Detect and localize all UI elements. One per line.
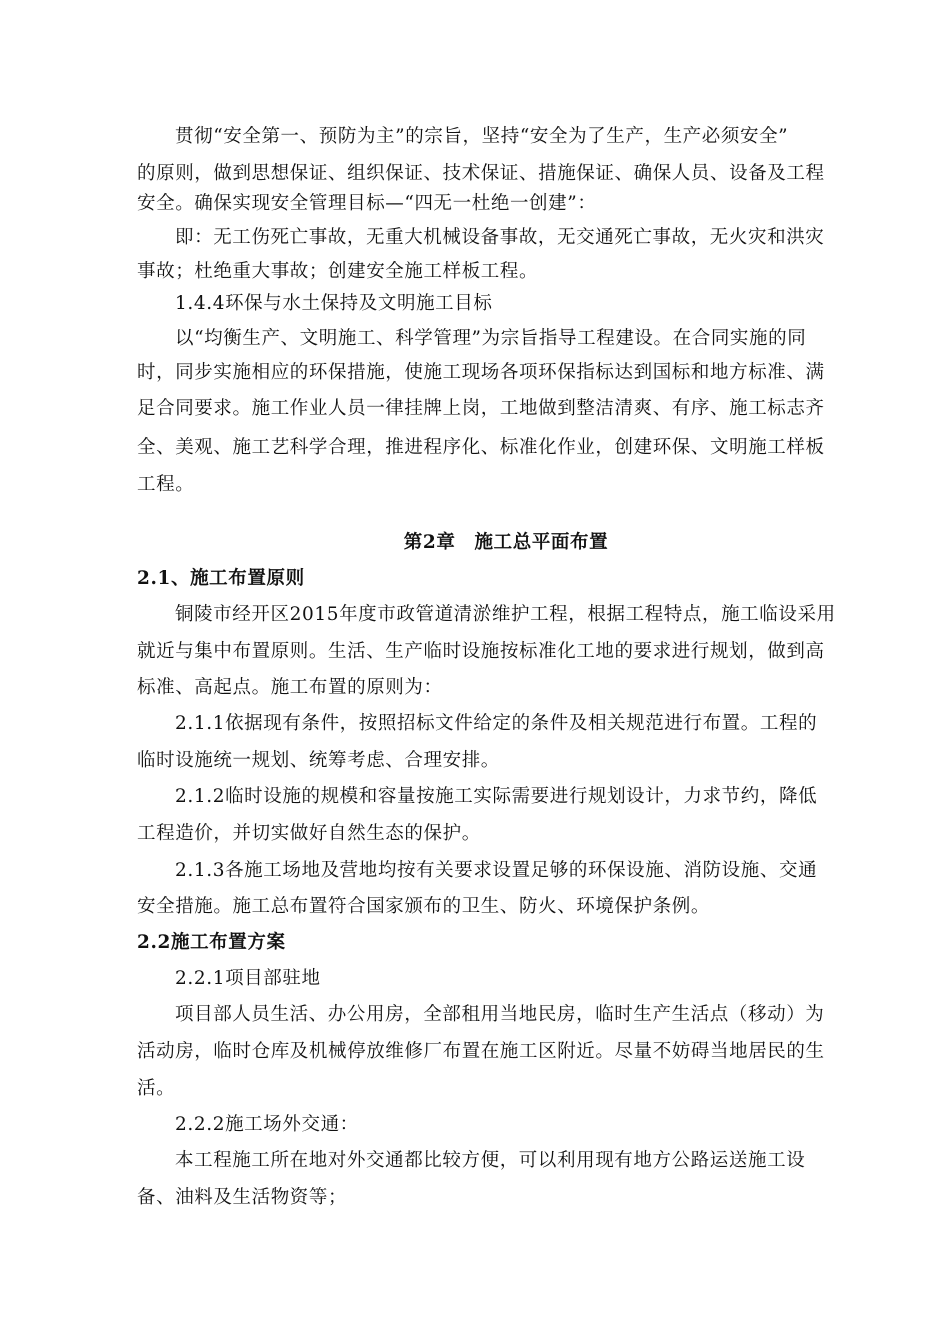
- text-line: 足合同要求。施工作业人员一律挂牌上岗，工地做到整洁清爽、有序、施工标志齐: [137, 398, 825, 419]
- text-line: 全、美观、施工艺科学合理，推进程序化、标准化作业，创建环保、文明施工样板: [137, 437, 825, 458]
- text-line: 就近与集中布置原则。生活、生产临时设施按标准化工地的要求进行规划，做到高: [137, 641, 825, 662]
- text-line: 活动房，临时仓库及机械停放维修厂布置在施工区附近。尽量不妨碍当地居民的生: [137, 1041, 825, 1062]
- text-line: 工程造价，并切实做好自然生态的保护。: [137, 823, 481, 844]
- text-line: 贯彻“安全第一、预防为主”的宗旨，坚持“安全为了生产，生产必须安全”: [175, 126, 789, 147]
- text-line: 2.1.2临时设施的规模和容量按施工实际需要进行规划设计，力求节约，降低: [175, 786, 818, 807]
- text-line: 活。: [137, 1078, 176, 1099]
- text-line: 本工程施工所在地对外交通都比较方便，可以利用现有地方公路运送施工设: [175, 1150, 806, 1171]
- text-line: 以“均衡生产、文明施工、科学管理”为宗旨指导工程建设。在合同实施的同: [175, 328, 807, 349]
- subsection-heading: 2.2.1项目部驻地: [175, 968, 321, 989]
- chapter-title: 第2章 施工总平面布置: [403, 532, 609, 553]
- text-line: 临时设施统一规划、统筹考虑、合理安排。: [137, 750, 500, 771]
- section-heading: 1.4.4环保与水土保持及文明施工目标: [175, 293, 493, 314]
- text-line: 铜陵市经开区2015年度市政管道清淤维护工程，根据工程特点，施工临设采用: [175, 604, 836, 625]
- subsection-heading: 2.2.2施工场外交通：: [175, 1114, 359, 1135]
- text-line: 安全。确保实现安全管理目标—“四无一杜绝一创建”：: [137, 193, 597, 214]
- text-line: 2.1.3各施工场地及营地均按有关要求设置足够的环保设施、消防设施、交通: [175, 860, 818, 881]
- text-line: 2.1.1依据现有条件，按照招标文件给定的条件及相关规范进行布置。工程的: [175, 713, 818, 734]
- text-line: 安全措施。施工总布置符合国家颁布的卫生、防火、环境保护条例。: [137, 896, 711, 917]
- text-line: 标准、高起点。施工布置的原则为：: [137, 677, 443, 698]
- text-line: 项目部人员生活、办公用房，全部租用当地民房，临时生产生活点（移动）为: [175, 1004, 825, 1025]
- text-line: 时，同步实施相应的环保措施，使施工现场各项环保指标达到国标和地方标准、满: [137, 362, 825, 383]
- section-heading: 2.1、施工布置原则: [137, 568, 305, 589]
- text-line: 备、油料及生活物资等；: [137, 1187, 348, 1208]
- text-line: 事故；杜绝重大事故；创建安全施工样板工程。: [137, 261, 539, 282]
- text-line: 工程。: [137, 474, 195, 495]
- text-line: 的原则，做到思想保证、组织保证、技术保证、措施保证、确保人员、设备及工程: [137, 163, 825, 184]
- text-line: 即：无工伤死亡事故，无重大机械设备事故，无交通死亡事故，无火灾和洪灾: [175, 227, 825, 248]
- section-heading: 2.2施工布置方案: [137, 932, 286, 953]
